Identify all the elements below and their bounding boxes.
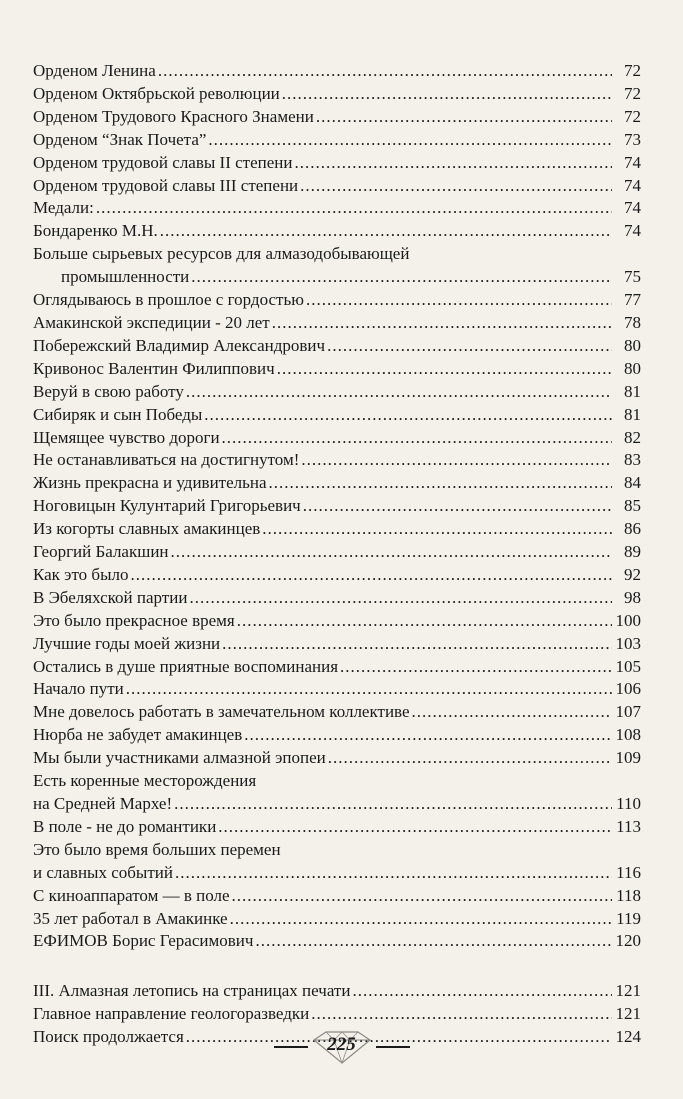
- toc-entry-title: Из когорты славных амакинцев: [33, 519, 261, 539]
- diamond-icon: [310, 1030, 374, 1064]
- toc-entry-title: Оглядываюсь в прошлое с гордостью: [33, 290, 304, 310]
- toc-entry-page: 80: [624, 335, 641, 355]
- toc-entry-title: Это было время больших перемен: [33, 839, 281, 859]
- dot-leader: [294, 152, 612, 175]
- toc-entry-page: 113: [616, 816, 641, 836]
- dot-leader: [262, 518, 612, 541]
- toc-entry[interactable]: [33, 908, 641, 931]
- toc-entry-page: 75: [624, 267, 641, 287]
- toc-entry[interactable]: [33, 335, 641, 358]
- toc-entry-page: 73: [624, 129, 641, 149]
- footer-rule-right: [376, 1046, 410, 1048]
- toc-entry-page: 106: [615, 679, 641, 699]
- toc-entry-title: Сибиряк и сын Победы: [33, 404, 203, 424]
- toc-entry[interactable]: [33, 564, 641, 587]
- dot-leader: [230, 908, 612, 931]
- table-of-contents: [33, 60, 641, 1049]
- toc-entry-page: 86: [624, 519, 641, 539]
- toc-entry-title: Лучшие годы моей жизни: [33, 633, 221, 653]
- page-footer: [0, 1030, 683, 1064]
- toc-entry-page: 119: [616, 908, 641, 928]
- toc-entry[interactable]: [33, 449, 641, 472]
- toc-entry[interactable]: [33, 724, 641, 747]
- toc-entry[interactable]: [33, 427, 641, 450]
- dot-leader: [130, 564, 612, 587]
- toc-entry[interactable]: [33, 701, 641, 724]
- toc-entry[interactable]: [33, 60, 641, 83]
- toc-entry-page: 98: [624, 587, 641, 607]
- toc-entry-page: 74: [624, 198, 641, 218]
- toc-entry-title: Мне довелось работать в замечательном коллективе: [33, 702, 410, 722]
- toc-entry-page: 83: [624, 450, 641, 470]
- toc-entry[interactable]: [33, 885, 641, 908]
- toc-entry[interactable]: [33, 358, 641, 381]
- dot-leader: [352, 980, 612, 1003]
- toc-entry[interactable]: [33, 152, 641, 175]
- toc-entry[interactable]: [33, 197, 641, 220]
- dot-leader: [222, 427, 612, 450]
- toc-entry[interactable]: [33, 83, 641, 106]
- dot-leader: [272, 312, 612, 335]
- toc-entry[interactable]: [33, 472, 641, 495]
- toc-entry[interactable]: [33, 518, 641, 541]
- toc-entry-title: ЕФИМОВ Борис Герасимович: [33, 931, 254, 951]
- dot-leader: [175, 862, 612, 885]
- dot-leader: [237, 610, 612, 633]
- toc-entry-title: Амакинской экспедиции - 20 лет: [33, 312, 270, 332]
- toc-entry-title: Как это было: [33, 564, 129, 584]
- toc-entry-page: 89: [624, 542, 641, 562]
- toc-entry-title: III. Алмазная летопись на страницах печати: [33, 981, 351, 1001]
- toc-entry-page: 103: [615, 633, 641, 653]
- dot-leader: [300, 175, 612, 198]
- dot-leader: [189, 587, 612, 610]
- dot-leader: [316, 106, 612, 129]
- toc-entry-title: и славных событий: [33, 862, 173, 882]
- toc-entry[interactable]: [33, 541, 641, 564]
- toc-entry-page: 109: [615, 748, 641, 768]
- dot-leader: [186, 381, 612, 404]
- toc-entry-title: Больше сырьевых ресурсов для алмазодобывающей: [33, 244, 410, 264]
- toc-entry-title: Побережский Владимир Александрович: [33, 335, 326, 355]
- toc-entry-page: 121: [615, 981, 641, 1001]
- toc-entry-page: 105: [615, 656, 641, 676]
- dot-leader: [269, 472, 612, 495]
- toc-entry-page: 100: [615, 610, 641, 630]
- toc-entry-title: 35 лет работал в Амакинке: [33, 908, 228, 928]
- toc-entry[interactable]: [33, 633, 641, 656]
- toc-entry-title: Орденом “Знак Почета”: [33, 129, 207, 149]
- toc-entry-title: В Эбеляхской партии: [33, 587, 188, 607]
- dot-leader: [244, 724, 612, 747]
- dot-leader: [171, 541, 612, 564]
- toc-entry[interactable]: [33, 587, 641, 610]
- toc-entry[interactable]: [33, 839, 641, 885]
- toc-entry-title: Остались в душе приятные воспоминания: [33, 656, 339, 676]
- toc-entry[interactable]: [33, 404, 641, 427]
- toc-entry-title: Не останавливаться на достигнутом!: [33, 450, 300, 470]
- dot-leader: [126, 678, 612, 701]
- toc-entry-page: 81: [624, 381, 641, 401]
- toc-entry-page: 72: [624, 61, 641, 80]
- toc-entry-page: 74: [624, 175, 641, 195]
- toc-entry-title: С киноаппаратом — в поле: [33, 885, 230, 905]
- toc-entry-title: Бондаренко М.Н.: [33, 221, 158, 241]
- toc-entry-title: Веруй в свою работу: [33, 381, 184, 401]
- dot-leader: [191, 266, 612, 289]
- toc-entry[interactable]: [33, 980, 641, 1003]
- toc-entry-page: 74: [624, 152, 641, 172]
- toc-entry-page: 78: [624, 312, 641, 332]
- dot-leader: [96, 197, 612, 220]
- toc-entry-page: 118: [616, 885, 641, 905]
- section-gap: [33, 953, 641, 980]
- toc-entry-title: В поле - не до романтики: [33, 816, 217, 836]
- toc-entry-title: Главное направление геологоразведки: [33, 1004, 310, 1024]
- dot-leader: [277, 358, 612, 381]
- toc-entry[interactable]: [33, 1003, 641, 1026]
- toc-entry[interactable]: [33, 816, 641, 839]
- toc-entry-title: Жизнь прекрасна и удивительна: [33, 473, 267, 493]
- footer-rule-left: [274, 1046, 308, 1048]
- dot-leader: [174, 793, 612, 816]
- dot-leader: [218, 816, 612, 839]
- toc-entry-title: Поиск продолжается: [33, 1027, 184, 1047]
- toc-entry-title: промышленности: [61, 267, 190, 287]
- toc-entry[interactable]: [33, 220, 641, 243]
- page-number: 225: [327, 1034, 356, 1055]
- dot-leader: [204, 404, 612, 427]
- toc-entry[interactable]: [33, 381, 641, 404]
- toc-entry-title: Мы были участниками алмазной эпопеи: [33, 748, 326, 768]
- toc-entry-page: 121: [615, 1004, 641, 1024]
- toc-entry-title: на Средней Мархе!: [33, 794, 173, 813]
- toc-entry[interactable]: [33, 495, 641, 518]
- toc-entry-page: 74: [624, 221, 641, 241]
- dot-leader: [301, 449, 612, 472]
- toc-entry-page: 107: [615, 702, 641, 722]
- toc-entry-page: 80: [624, 358, 641, 378]
- toc-entry-page: 124: [615, 1027, 641, 1047]
- toc-entry-page: 72: [624, 83, 641, 103]
- dot-leader: [282, 83, 612, 106]
- dot-leader: [303, 495, 612, 518]
- dot-leader: [222, 633, 612, 656]
- toc-entry-title: Орденом Октябрьской революции: [33, 83, 280, 103]
- toc-entry-page: 108: [615, 725, 641, 745]
- toc-entry-title: Кривонос Валентин Филиппович: [33, 358, 275, 378]
- toc-entry[interactable]: [33, 656, 641, 679]
- toc-entry[interactable]: [33, 930, 641, 953]
- toc-entry-title: Начало пути: [33, 679, 124, 699]
- toc-entry-title: Ноговицын Кулунтарий Григорьевич: [33, 496, 301, 516]
- toc-entry[interactable]: [33, 175, 641, 198]
- toc-entry-page: 84: [624, 473, 641, 493]
- toc-entry-title: Орденом трудовой славы III степени: [33, 175, 299, 195]
- toc-entry-title: Георгий Балакшин: [33, 542, 169, 562]
- toc-entry[interactable]: [33, 289, 641, 312]
- dot-leader: [232, 885, 612, 908]
- toc-entry-page: 72: [624, 106, 641, 126]
- dot-leader: [160, 220, 612, 243]
- dot-leader: [311, 1003, 612, 1026]
- dot-leader: [158, 60, 612, 83]
- toc-entry-title: Орденом Трудового Красного Знамени: [33, 106, 314, 126]
- toc-entry-title: Орденом Ленина: [33, 61, 156, 80]
- toc-entry[interactable]: [33, 747, 641, 770]
- toc-entry-page: 82: [624, 427, 641, 447]
- toc-entry-page: 120: [615, 931, 641, 951]
- toc-entry-page: 77: [624, 290, 641, 310]
- toc-entry[interactable]: [33, 770, 641, 816]
- toc-entry[interactable]: [33, 678, 641, 701]
- toc-entry-title: Нюрба не забудет амакинцев: [33, 725, 243, 745]
- dot-leader: [412, 701, 612, 724]
- toc-entry-page: 85: [624, 496, 641, 516]
- toc-entry[interactable]: [33, 312, 641, 335]
- toc-entry[interactable]: [33, 129, 641, 152]
- toc-entry[interactable]: [33, 243, 641, 289]
- dot-leader: [306, 289, 612, 312]
- dot-leader: [328, 747, 612, 770]
- toc-entry-title: Щемящее чувство дороги: [33, 427, 220, 447]
- toc-entry-page: 81: [624, 404, 641, 424]
- toc-entry-title: Орденом трудовой славы II степени: [33, 152, 293, 172]
- toc-entry-page: 92: [624, 564, 641, 584]
- toc-entry[interactable]: [33, 106, 641, 129]
- dot-leader: [340, 656, 612, 679]
- toc-entry-title: Это было прекрасное время: [33, 610, 235, 630]
- dot-leader: [255, 930, 612, 953]
- toc-entry-page: 110: [616, 794, 641, 813]
- toc-entry[interactable]: [33, 610, 641, 633]
- toc-entry-page: 116: [616, 862, 641, 882]
- dot-leader: [327, 335, 612, 358]
- toc-entry-title: Есть коренные месторождения: [33, 771, 257, 791]
- toc-entry-title: Медали:: [33, 198, 94, 218]
- dot-leader: [208, 129, 612, 152]
